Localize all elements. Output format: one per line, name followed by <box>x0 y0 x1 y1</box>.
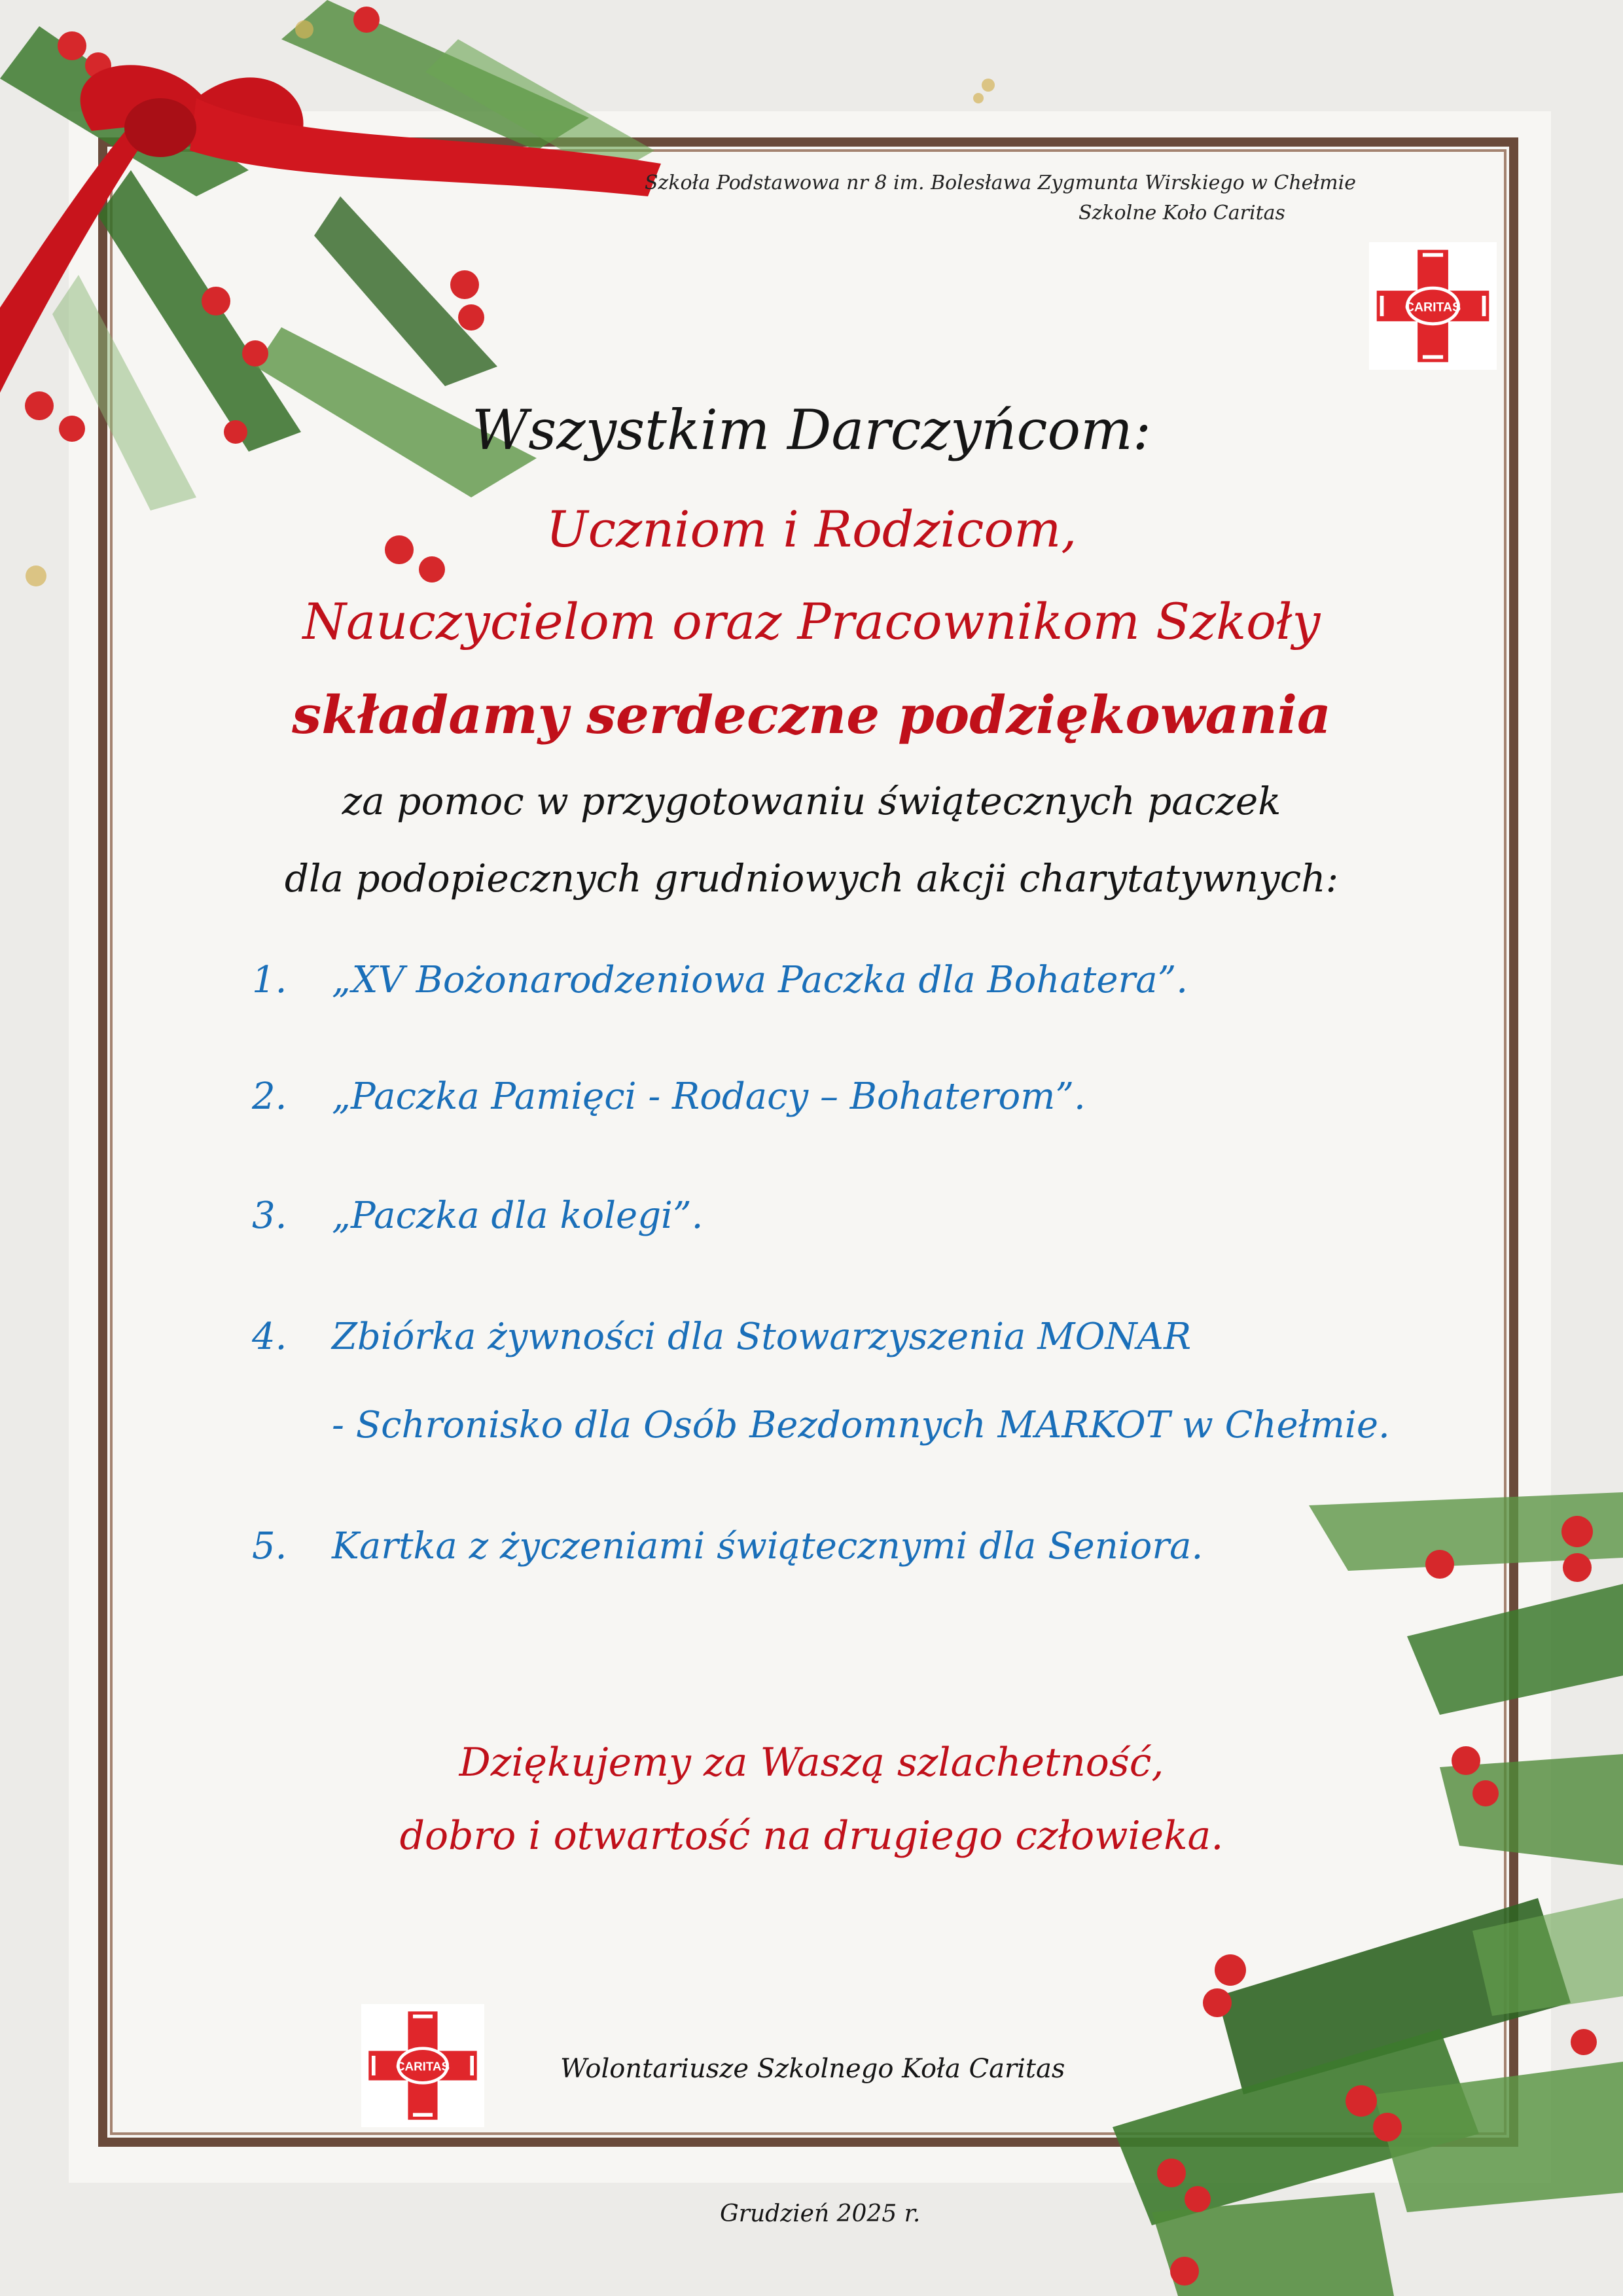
caritas-logo-bottom-icon <box>361 2004 484 2127</box>
caritas-logo-top-icon <box>1369 242 1497 370</box>
thanks-line-2: dobro i otwartość na drugiego człowieka. <box>399 1813 1224 1859</box>
list-item-text: Zbiórka żywności dla Stowarzyszenia MONAR <box>332 1316 1192 1358</box>
title-line-4: składamy serdeczne podziękowania <box>292 684 1331 745</box>
list-item-number: 3. <box>252 1194 287 1237</box>
header-circle-name: Szkolne Koło Caritas <box>1079 202 1285 224</box>
list-item-number: 2. <box>252 1075 287 1118</box>
list-item <box>252 1075 1086 1118</box>
title-line-2: Uczniom i Rodzicom, <box>546 500 1077 558</box>
subtitle-line-1: za pomoc w przygotowaniu świątecznych paczek <box>342 779 1281 823</box>
list-item <box>252 959 1188 1001</box>
holly-bottom-right-icon <box>1113 1492 1623 2296</box>
list-item <box>252 1525 1203 1568</box>
list-item <box>252 1194 703 1237</box>
list-item-number: 4. <box>252 1316 287 1358</box>
thanks-line-1: Dziękujemy za Waszą szlachetność, <box>459 1740 1164 1785</box>
list-item <box>252 1316 1191 1358</box>
header-school-name: Szkoła Podstawowa nr 8 im. Bolesława Zygmunta Wirskiego w Chełmie <box>645 171 1356 194</box>
list-item-continuation: - Schronisko dla Osób Bezdomnych MARKOT w Chełmie. <box>332 1404 1390 1446</box>
caritas-logo-bottom-text: CARITAS <box>395 2059 450 2073</box>
list-item-text: „XV Bożonarodzeniowa Paczka dla Bohatera”. <box>332 959 1188 1001</box>
signature: Wolontariusze Szkolnego Koła Caritas <box>560 2054 1065 2084</box>
caritas-logo-top-text: CARITAS <box>1404 300 1461 315</box>
subtitle-line-2: dla podopiecznych grudniowych akcji charytatywnych: <box>284 856 1339 901</box>
list-item-text: „Paczka dla kolegi”. <box>332 1194 704 1237</box>
list-item-number: 5. <box>252 1525 287 1568</box>
list-item-text: Kartka z życzeniami świątecznymi dla Seniora. <box>332 1525 1204 1568</box>
list-item-number: 1. <box>252 959 287 1001</box>
list-item-text: „Paczka Pamięci - Rodacy – Bohaterom”. <box>332 1075 1086 1118</box>
title-line-1: Wszystkim Darczyńcom: <box>471 398 1152 462</box>
title-line-3: Nauczycielom oraz Pracownikom Szkoły <box>302 592 1321 651</box>
date: Grudzień 2025 r. <box>720 2200 921 2227</box>
